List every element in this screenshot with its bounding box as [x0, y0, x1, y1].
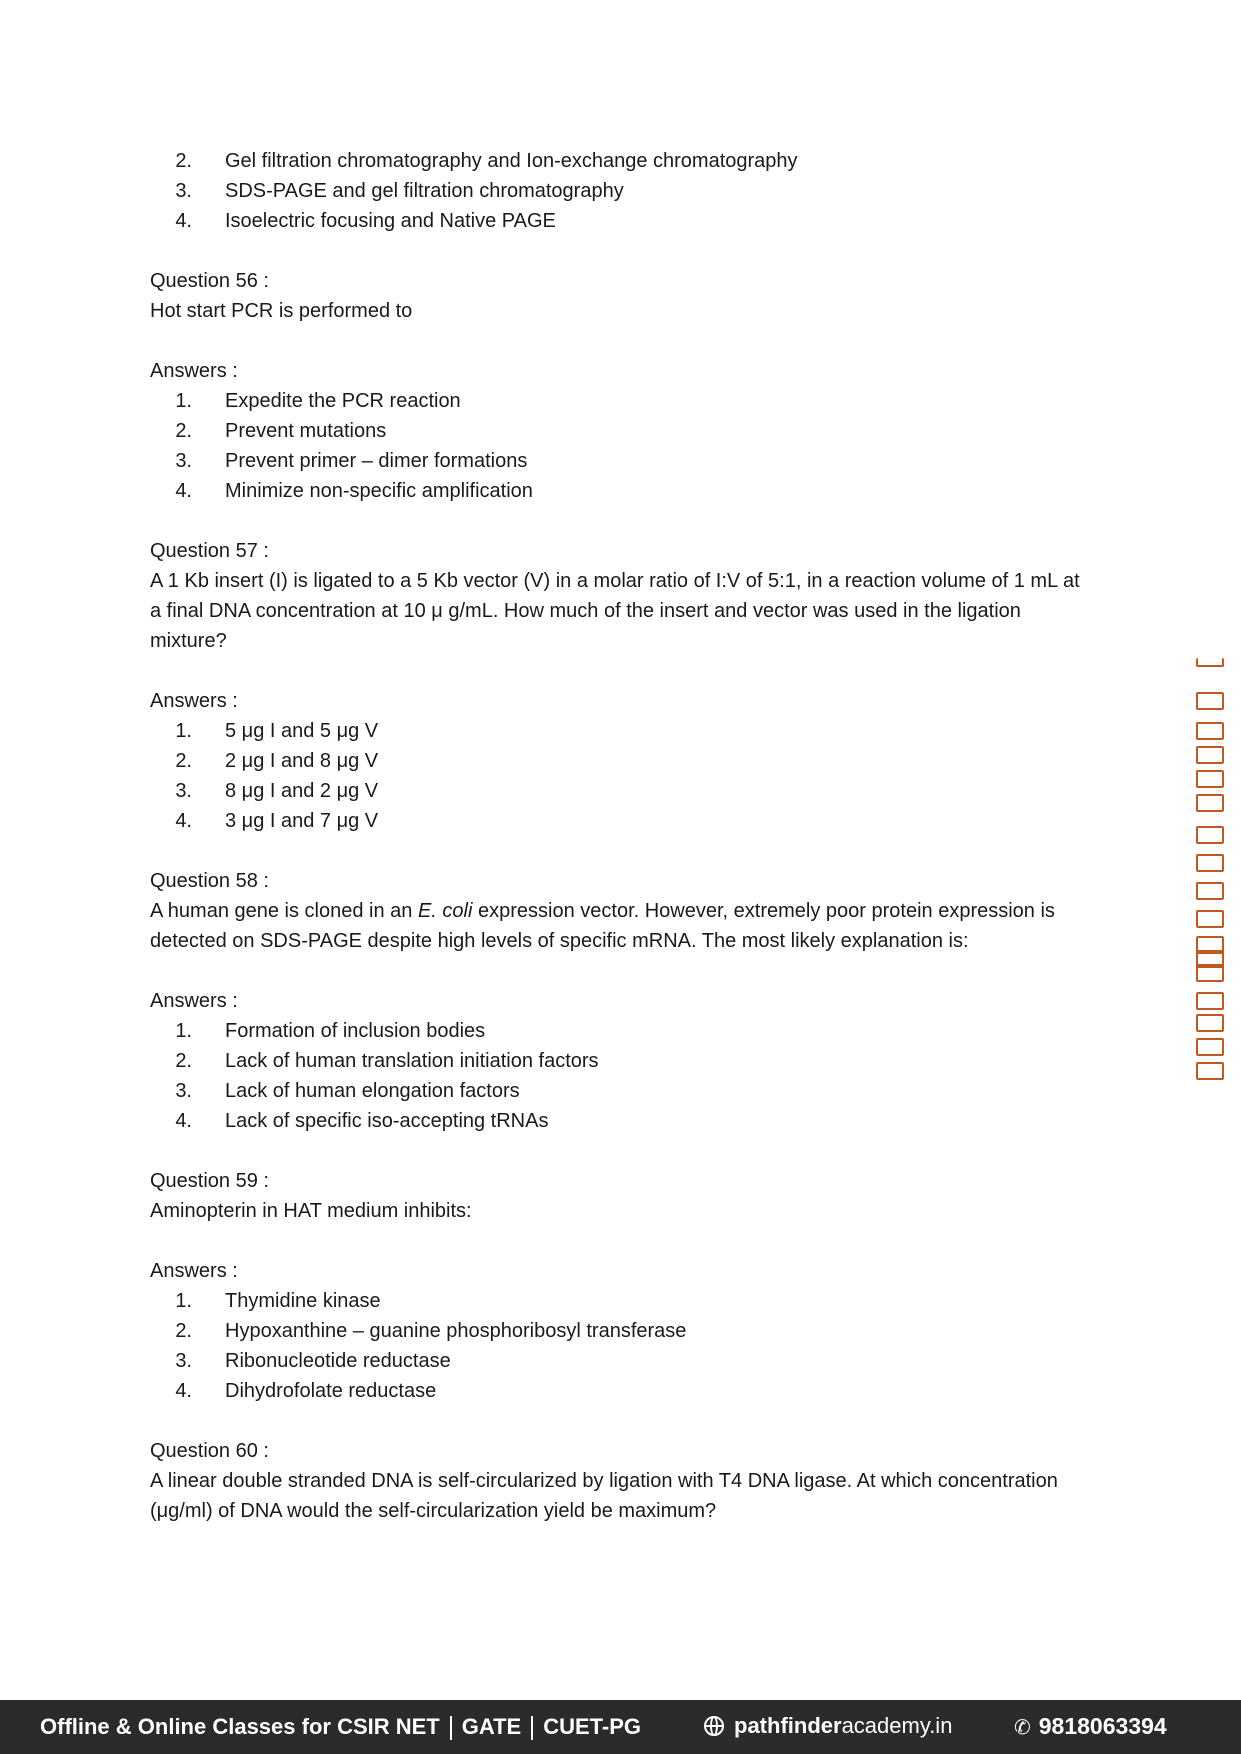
question-label: Question 57 : — [150, 540, 269, 562]
answer-list — [150, 716, 1090, 836]
watermark-glyph — [1196, 854, 1224, 872]
list-item: 1. Formation of inclusion bodies — [175, 1020, 486, 1042]
list-item: 4. Minimize non-specific amplification — [175, 480, 533, 502]
question-text: A human gene is cloned in an E. coli expression vector. However, extremely poor protein expression is detected on SDS-PAGE despite high levels of specific mRNA. The most likely explanation is: — [150, 900, 1055, 952]
phone-icon: ✆ — [1014, 1717, 1031, 1739]
list-item: 4. Isoelectric focusing and Native PAGE — [175, 210, 556, 232]
question-label: Question 59 : — [150, 1170, 269, 1192]
globe-icon — [704, 1716, 724, 1736]
question-label: Question 58 : — [150, 870, 269, 892]
divider — [450, 1716, 452, 1740]
list-item: 2. 2 μg I and 8 μg V — [175, 750, 379, 772]
question-text: A linear double stranded DNA is self-circularized by ligation with T4 DNA ligase. At which concentration (μg/ml) of DNA would the self-circularization yield be maximum? — [150, 1470, 1058, 1522]
watermark-glyph — [1196, 794, 1224, 812]
list-item: 1. Expedite the PCR reaction — [175, 390, 461, 412]
previous-question-answers — [150, 146, 1090, 236]
list-item: 3. 8 μg I and 2 μg V — [175, 780, 379, 802]
list-item: 4. 3 μg I and 7 μg V — [175, 810, 379, 832]
answer-list — [150, 1286, 1090, 1406]
watermark-glyph — [1196, 1014, 1224, 1032]
list-item: 1. Thymidine kinase — [175, 1290, 381, 1312]
footer-phone[interactable]: ✆ 9818063394 — [1014, 1713, 1167, 1739]
list-item: 3. Lack of human elongation factors — [175, 1080, 520, 1102]
answer-list — [150, 386, 1090, 506]
watermark-glyph — [1196, 964, 1224, 982]
watermark-glyph — [1196, 770, 1224, 788]
list-item: 1. 5 μg I and 5 μg V — [175, 720, 379, 742]
answers-label: Answers : — [150, 690, 238, 712]
divider — [531, 1716, 533, 1740]
watermark-glyph — [1196, 746, 1224, 764]
answers-label: Answers : — [150, 1260, 238, 1282]
watermark-glyph — [1196, 722, 1224, 740]
question-text: Aminopterin in HAT medium inhibits: — [150, 1200, 472, 1222]
footer-tagline: Offline & Online Classes for CSIR NET GATE CUET-PG — [40, 1714, 642, 1739]
answers-label: Answers : — [150, 360, 238, 382]
watermark-glyph — [1196, 1062, 1224, 1080]
footer-banner — [0, 1700, 1241, 1754]
list-item: 2. Prevent mutations — [175, 420, 387, 442]
question-text: A 1 Kb insert (I) is ligated to a 5 Kb vector (V) in a molar ratio of I:V of 5:1, in a reaction volume of 1 mL at a final DNA concentration at 10 μ g/mL. How much of the insert and vector was used in the ligation mixture? — [150, 570, 1080, 652]
list-item: 3. Ribonucleotide reductase — [175, 1350, 451, 1372]
watermark-glyph — [1196, 882, 1224, 900]
document-body — [150, 146, 1090, 1526]
question-text: Hot start PCR is performed to — [150, 300, 413, 322]
organism-name: E. coli — [417, 900, 473, 922]
list-item: 3. Prevent primer – dimer formations — [175, 450, 528, 472]
footer-website-link[interactable]: pathfinderacademy.in — [704, 1713, 952, 1739]
watermark-glyph — [1196, 992, 1224, 1010]
question-label: Question 60 : — [150, 1440, 269, 1462]
watermark-glyph — [1196, 658, 1224, 667]
list-item: 2. Lack of human translation initiation factors — [175, 1050, 599, 1072]
list-item: 4. Lack of specific iso-accepting tRNAs — [175, 1110, 549, 1132]
watermark-glyph — [1196, 826, 1224, 844]
list-item: 4. Dihydrofolate reductase — [175, 1380, 437, 1402]
answer-list — [150, 1016, 1090, 1136]
watermark-glyph — [1196, 692, 1224, 710]
answers-label: Answers : — [150, 990, 238, 1012]
list-item: 2. Gel filtration chromatography and Ion-exchange chromatography — [175, 150, 798, 172]
list-item: 2. Hypoxanthine – guanine phosphoribosyl transferase — [175, 1320, 687, 1342]
watermark-glyph — [1196, 910, 1224, 928]
watermark-glyph — [1196, 1038, 1224, 1056]
question-label: Question 56 : — [150, 270, 269, 292]
list-item: 3. SDS-PAGE and gel filtration chromatography — [175, 180, 624, 202]
